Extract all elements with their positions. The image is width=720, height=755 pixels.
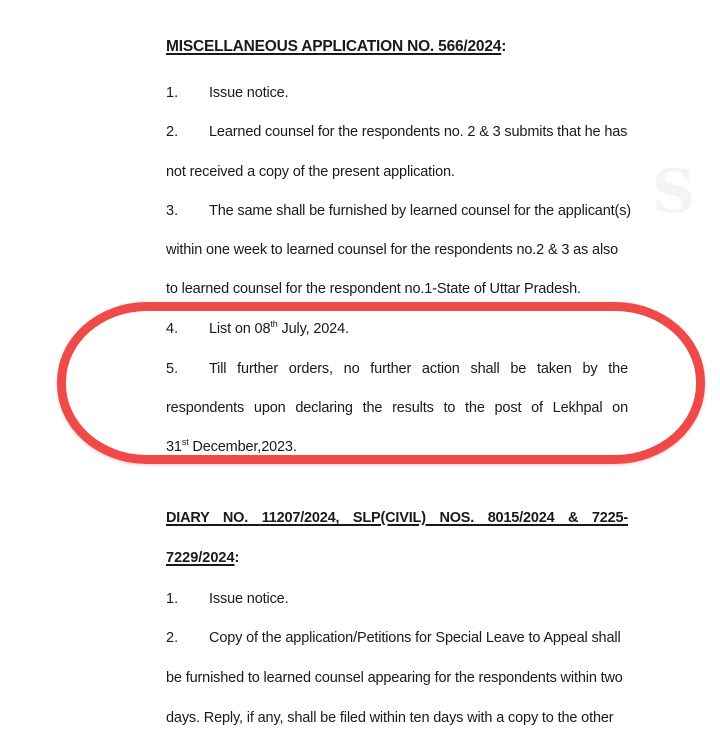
item-text: Till further orders, no further action shall be taken by the: [209, 361, 628, 377]
item-text: Issue notice.: [209, 85, 289, 101]
section-heading-diary-line2: 7229/2024:: [166, 550, 240, 566]
item-text-continuation: to learned counsel for the respondent no.1-State of Uttar Pradesh.: [166, 281, 581, 297]
section-heading-misc-application: MISCELLANEOUS APPLICATION NO. 566/2024:: [166, 38, 507, 55]
item-text-continuation: days. Reply, if any, shall be filed within ten days with a copy to the other: [166, 710, 614, 726]
section-heading-diary: DIARY NO. 11207/2024, SLP(CIVIL) NOS. 8015/2024 & 7225-: [166, 510, 628, 526]
item-number: 3.: [166, 203, 179, 219]
item-number: 2.: [166, 124, 179, 140]
red-highlight-annotation: [57, 302, 705, 464]
item-text: The same shall be furnished by learned counsel for the applicant(s): [209, 203, 631, 219]
item-text: Copy of the application/Petitions for Special Leave to Appeal shall: [209, 630, 621, 646]
item-text-continuation: respondents upon declaring the results to the post of Lekhpal on: [166, 400, 628, 416]
item-number: 5.: [166, 361, 179, 377]
faded-watermark: S: [652, 160, 696, 224]
item-text-listing-date: List on 08th July, 2024.: [209, 319, 349, 337]
item-text: Learned counsel for the respondents no. 2 & 3 submits that he has: [209, 124, 628, 140]
item-text: Issue notice.: [209, 591, 289, 607]
item-number: 1.: [166, 591, 179, 607]
item-text-continuation: not received a copy of the present application.: [166, 164, 455, 180]
item-number: 1.: [166, 85, 179, 101]
item-text-continuation: 31st December,2023.: [166, 437, 297, 455]
item-number: 4.: [166, 321, 179, 337]
item-number: 2.: [166, 630, 179, 646]
item-text-continuation: be furnished to learned counsel appearing for the respondents within two: [166, 670, 623, 686]
item-text-continuation: within one week to learned counsel for the respondents no.2 & 3 as also: [166, 242, 619, 258]
